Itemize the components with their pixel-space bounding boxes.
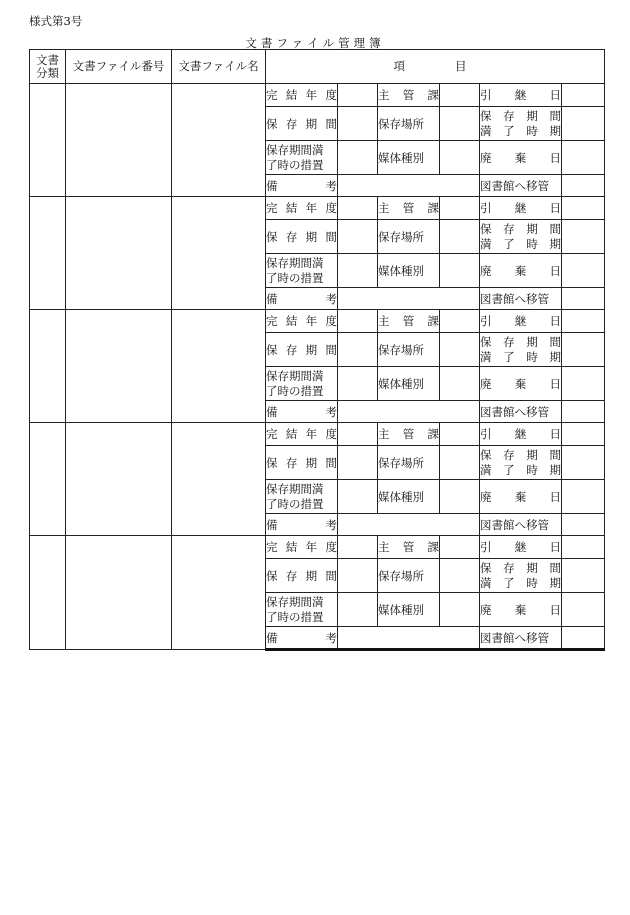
transfer-date-label: 引継日 [480,423,562,446]
file-name-cell[interactable] [172,84,266,197]
form-number: 様式第3号 [29,14,83,28]
expiry-label: 保存期間 満了時期 [480,107,562,141]
remarks-value[interactable] [338,401,480,423]
remarks-value[interactable] [338,288,480,310]
file-management-table [29,49,605,651]
expiry-value[interactable] [562,446,605,480]
library-transfer-label: 図書館へ移管 [480,514,562,536]
division-value[interactable] [440,84,480,107]
document-title: 文書ファイル管理簿 [245,36,385,50]
record-group [30,423,605,536]
division-label: 主管課 [378,84,440,107]
media-type-value[interactable] [440,480,480,514]
transfer-date-value[interactable] [562,423,605,446]
media-type-value[interactable] [440,593,480,627]
file-name-cell[interactable] [172,310,266,423]
remarks-label: 備考 [266,175,338,197]
transfer-date-value[interactable] [562,536,605,559]
retention-period-value[interactable] [338,446,378,480]
transfer-date-value[interactable] [562,197,605,220]
record-group [30,310,605,423]
storage-location-label: 保存場所 [378,220,440,254]
remarks-label: 備考 [266,288,338,310]
expiry-measure-label: 保存期間満 了時の措置 [266,593,338,627]
transfer-date-label: 引継日 [480,310,562,333]
retention-period-value[interactable] [338,107,378,141]
file-number-cell[interactable] [66,84,172,197]
expiry-value[interactable] [562,333,605,367]
category-cell[interactable] [30,84,66,197]
retention-period-label: 保存期間 [266,446,338,480]
expiry-measure-value[interactable] [338,141,378,175]
media-type-value[interactable] [440,367,480,401]
division-label: 主管課 [378,423,440,446]
completion-year-label: 完結年度 [266,197,338,220]
transfer-date-label: 引継日 [480,84,562,107]
retention-period-value[interactable] [338,559,378,593]
category-cell[interactable] [30,423,66,536]
completion-year-value[interactable] [338,423,378,446]
storage-location-label: 保存場所 [378,333,440,367]
expiry-measure-value[interactable] [338,593,378,627]
disposal-date-value[interactable] [562,367,605,401]
library-transfer-label: 図書館へ移管 [480,288,562,310]
retention-period-label: 保存期間 [266,333,338,367]
expiry-label: 保存期間 満了時期 [480,559,562,593]
expiry-measure-value[interactable] [338,480,378,514]
media-type-label: 媒体種別 [378,480,440,514]
retention-period-value[interactable] [338,333,378,367]
file-name-cell[interactable] [172,423,266,536]
remarks-value[interactable] [338,514,480,536]
retention-period-label: 保存期間 [266,559,338,593]
division-value[interactable] [440,310,480,333]
media-type-value[interactable] [440,254,480,288]
expiry-measure-label: 保存期間満 了時の措置 [266,367,338,401]
media-type-label: 媒体種別 [378,593,440,627]
disposal-date-value[interactable] [562,254,605,288]
expiry-measure-value[interactable] [338,254,378,288]
category-cell[interactable] [30,197,66,310]
completion-year-label: 完結年度 [266,84,338,107]
file-name-cell[interactable] [172,536,266,650]
library-transfer-label: 図書館へ移管 [480,175,562,197]
disposal-date-value[interactable] [562,593,605,627]
transfer-date-value[interactable] [562,310,605,333]
division-value[interactable] [440,423,480,446]
division-label: 主管課 [378,197,440,220]
disposal-date-value[interactable] [562,480,605,514]
completion-year-value[interactable] [338,536,378,559]
remarks-label: 備考 [266,401,338,423]
retention-period-label: 保存期間 [266,220,338,254]
file-name-cell[interactable] [172,197,266,310]
storage-location-label: 保存場所 [378,559,440,593]
expiry-label: 保存期間 満了時期 [480,220,562,254]
completion-year-label: 完結年度 [266,310,338,333]
header-row [30,50,605,84]
completion-year-value[interactable] [338,84,378,107]
media-type-label: 媒体種別 [378,367,440,401]
expiry-label: 保存期間 満了時期 [480,333,562,367]
completion-year-value[interactable] [338,310,378,333]
division-value[interactable] [440,197,480,220]
expiry-value[interactable] [562,559,605,593]
storage-location-label: 保存場所 [378,107,440,141]
library-transfer-label: 図書館へ移管 [480,401,562,423]
disposal-date-value[interactable] [562,141,605,175]
header-category: 文書 分類 [30,50,66,84]
storage-location-value[interactable] [440,107,480,141]
category-cell[interactable] [30,536,66,650]
division-value[interactable] [440,536,480,559]
media-type-label: 媒体種別 [378,141,440,175]
transfer-date-label: 引継日 [480,197,562,220]
library-transfer-label: 図書館へ移管 [480,627,562,650]
disposal-date-label: 廃棄日 [480,593,562,627]
expiry-measure-label: 保存期間満 了時の措置 [266,254,338,288]
expiry-measure-label: 保存期間満 了時の措置 [266,480,338,514]
file-number-cell[interactable] [66,310,172,423]
library-transfer-value[interactable] [562,514,605,536]
library-transfer-value[interactable] [562,401,605,423]
remarks-label: 備考 [266,627,338,650]
completion-year-value[interactable] [338,197,378,220]
transfer-date-value[interactable] [562,84,605,107]
disposal-date-label: 廃棄日 [480,367,562,401]
remarks-value[interactable] [338,175,480,197]
library-transfer-value[interactable] [562,627,605,650]
file-number-cell[interactable] [66,197,172,310]
disposal-date-label: 廃棄日 [480,254,562,288]
header-file-number: 文書ファイル番号 [66,50,172,84]
retention-period-label: 保存期間 [266,107,338,141]
retention-period-value[interactable] [338,220,378,254]
remarks-value[interactable] [338,627,480,650]
category-cell[interactable] [30,310,66,423]
media-type-value[interactable] [440,141,480,175]
record-group [30,84,605,197]
division-label: 主管課 [378,536,440,559]
library-transfer-value[interactable] [562,175,605,197]
record-group [30,536,605,650]
library-transfer-value[interactable] [562,288,605,310]
completion-year-label: 完結年度 [266,536,338,559]
expiry-label: 保存期間 満了時期 [480,446,562,480]
expiry-value[interactable] [562,107,605,141]
completion-year-label: 完結年度 [266,423,338,446]
disposal-date-label: 廃棄日 [480,141,562,175]
remarks-label: 備考 [266,514,338,536]
division-label: 主管課 [378,310,440,333]
expiry-measure-value[interactable] [338,367,378,401]
transfer-date-label: 引継日 [480,536,562,559]
disposal-date-label: 廃棄日 [480,480,562,514]
record-group [30,197,605,310]
storage-location-value[interactable] [440,220,480,254]
expiry-value[interactable] [562,220,605,254]
expiry-measure-label: 保存期間満 了時の措置 [266,141,338,175]
media-type-label: 媒体種別 [378,254,440,288]
header-items: 項目 [266,50,605,84]
storage-location-label: 保存場所 [378,446,440,480]
header-file-name: 文書ファイル名 [172,50,266,84]
storage-location-value[interactable] [440,333,480,367]
file-number-cell[interactable] [66,423,172,536]
storage-location-value[interactable] [440,559,480,593]
file-number-cell[interactable] [66,536,172,650]
storage-location-value[interactable] [440,446,480,480]
